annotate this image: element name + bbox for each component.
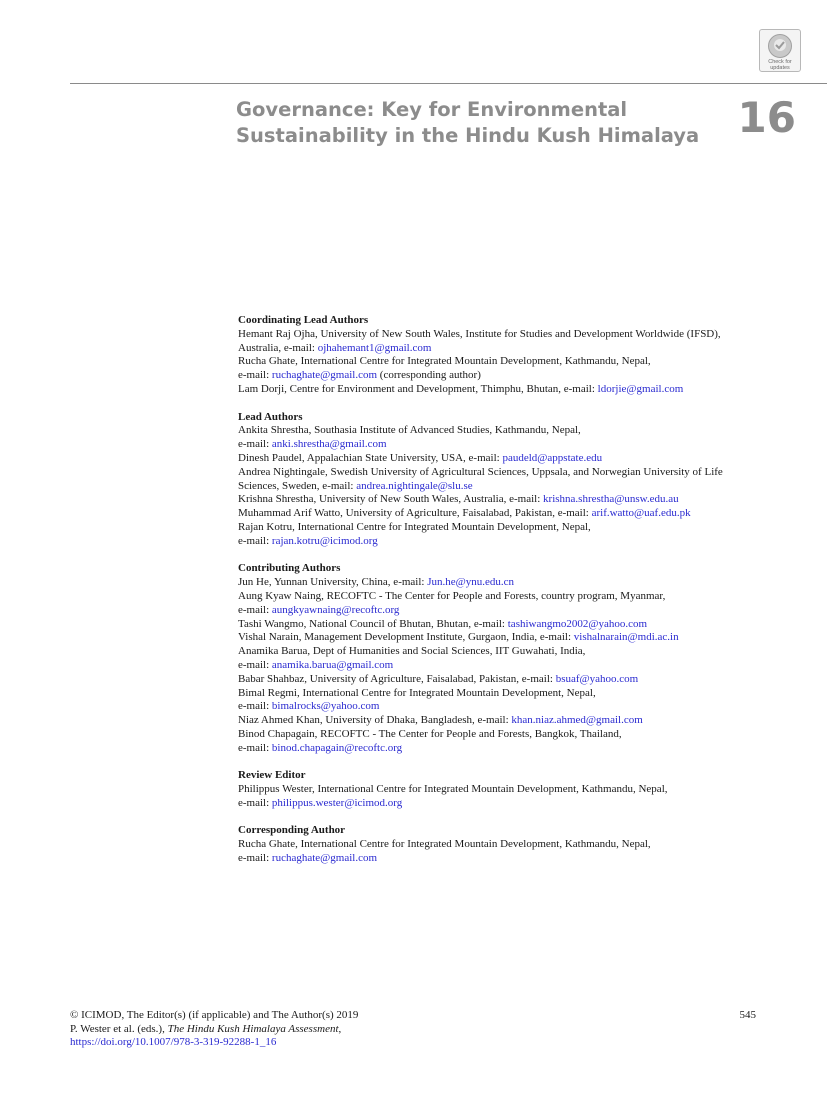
email-link[interactable]: paudeld@appstate.edu <box>502 451 603 464</box>
footer-doi-link[interactable]: https://doi.org/10.1007/978-3-319-92288-1_16 <box>70 1036 277 1049</box>
author-line <box>238 480 798 494</box>
email-link[interactable]: khan.niaz.ahmed@gmail.com <box>511 714 643 727</box>
author-text: Rucha Ghate, International Centre for Integrated Mountain Development, Kathmandu, Nepal, <box>238 355 651 368</box>
chapter-title-line1: Governance: Key for Environmental <box>236 98 628 121</box>
footer-citation <box>70 1023 770 1037</box>
author-line <box>238 728 798 742</box>
section-title: Review Editor <box>238 769 306 782</box>
author-line <box>238 466 798 480</box>
author-line <box>238 797 798 811</box>
email-link[interactable]: binod.chapagain@recoftc.org <box>271 741 403 754</box>
author-line <box>238 700 798 714</box>
author-line <box>238 535 798 549</box>
section-title: Coordinating Lead Authors <box>238 314 369 326</box>
check-for-updates-badge[interactable] <box>759 29 801 72</box>
author-section <box>238 824 798 865</box>
author-line <box>238 742 798 756</box>
email-link[interactable]: bimalrocks@yahoo.com <box>271 700 380 713</box>
author-text: e-mail: <box>238 796 272 809</box>
author-text: Anamika Barua, Dept of Humanities and Social Sciences, IIT Guwahati, India, <box>238 645 586 658</box>
author-text: e-mail: <box>238 369 272 382</box>
author-line <box>238 631 798 645</box>
email-link[interactable]: tashiwangmo2002@yahoo.com <box>507 617 648 630</box>
author-text: e-mail: <box>238 741 272 754</box>
email-link[interactable]: vishalnarain@mdi.ac.in <box>573 631 679 644</box>
author-line <box>238 645 798 659</box>
email-link[interactable]: anki.shrestha@gmail.com <box>271 438 387 451</box>
author-line <box>238 838 798 852</box>
email-link[interactable]: rajan.kotru@icimod.org <box>271 534 378 547</box>
citation-suffix: , <box>338 1022 342 1035</box>
author-text: Ankita Shrestha, Southasia Institute of Advanced Studies, Kathmandu, Nepal, <box>238 424 581 437</box>
author-text: Bimal Regmi, International Centre for Integrated Mountain Development, Nepal, <box>238 686 596 699</box>
author-line <box>238 687 798 701</box>
author-line <box>238 452 798 466</box>
author-text: Jun He, Yunnan University, China, e-mail: <box>238 576 428 589</box>
author-text: Tashi Wangmo, National Council of Bhutan, Bhutan, e-mail: <box>238 617 508 630</box>
author-section <box>238 769 798 810</box>
author-line <box>238 369 798 383</box>
author-text: Binod Chapagain, RECOFTC - The Center for People and Forests, Bangkok, Thailand, <box>238 727 622 740</box>
author-text: Rajan Kotru, International Centre for Integrated Mountain Development, Nepal, <box>238 520 591 533</box>
email-link[interactable]: anamika.barua@gmail.com <box>271 658 394 671</box>
author-section <box>238 411 798 549</box>
email-link[interactable]: philippus.wester@icimod.org <box>271 796 403 809</box>
email-link[interactable]: arif.watto@uaf.edu.pk <box>591 507 691 520</box>
author-text: Niaz Ahmed Khan, University of Dhaka, Bangladesh, e-mail: <box>238 714 512 727</box>
author-text: Sciences, Sweden, e-mail: <box>238 479 357 492</box>
section-title: Contributing Authors <box>238 562 341 575</box>
citation-prefix: P. Wester et al. (eds.), <box>70 1022 168 1035</box>
author-line <box>238 590 798 604</box>
author-text: Australia, e-mail: <box>238 341 318 354</box>
email-link[interactable]: ojhahemant1@gmail.com <box>317 341 432 354</box>
footer-copyright: © ICIMOD, The Editor(s) (if applicable) and The Author(s) 2019 <box>70 1009 359 1021</box>
email-link[interactable]: ruchaghate@gmail.com <box>271 852 378 865</box>
chapter-number: 16 <box>737 93 796 142</box>
author-line <box>238 659 798 673</box>
author-list <box>238 314 798 880</box>
author-line <box>238 576 798 590</box>
email-link[interactable]: krishna.shrestha@unsw.edu.au <box>543 493 679 506</box>
author-text: (corresponding author) <box>377 369 481 382</box>
author-text: Andrea Nightingale, Swedish University of Agricultural Sciences, Uppsala, and Norwegian University of Life <box>238 465 723 478</box>
author-text: e-mail: <box>238 852 272 865</box>
check-for-updates-icon <box>767 33 793 59</box>
author-line <box>238 521 798 535</box>
email-link[interactable]: ldorjie@gmail.com <box>597 382 684 395</box>
author-section <box>238 562 798 755</box>
author-line <box>238 618 798 632</box>
author-line <box>238 438 798 452</box>
author-line <box>238 355 798 369</box>
section-title: Corresponding Author <box>238 824 346 837</box>
author-line <box>238 493 798 507</box>
email-link[interactable]: ruchaghate@gmail.com <box>271 369 378 382</box>
footer <box>70 1009 770 1050</box>
author-line <box>238 424 798 438</box>
author-text: e-mail: <box>238 658 272 671</box>
email-link[interactable]: andrea.nightingale@slu.se <box>356 479 473 492</box>
author-line <box>238 852 798 866</box>
author-text: e-mail: <box>238 700 272 713</box>
author-line <box>238 383 798 397</box>
email-link[interactable]: bsuaf@yahoo.com <box>555 672 639 685</box>
author-section <box>238 314 798 397</box>
page-number: 545 <box>739 1009 756 1021</box>
chapter-title <box>236 97 716 149</box>
author-text: Philippus Wester, International Centre for Integrated Mountain Development, Kathmandu, Nepal, <box>238 783 668 796</box>
author-text: Rucha Ghate, International Centre for Integrated Mountain Development, Kathmandu, Nepal, <box>238 838 651 851</box>
author-text: Aung Kyaw Naing, RECOFTC - The Center for People and Forests, country program, Myanmar, <box>238 589 666 602</box>
email-link[interactable]: aungkyawnaing@recoftc.org <box>271 603 400 616</box>
chapter-title-line2: Sustainability in the Hindu Kush Himalaya <box>236 124 700 147</box>
author-text: Dinesh Paudel, Appalachian State University, USA, e-mail: <box>238 451 503 464</box>
author-text: e-mail: <box>238 534 272 547</box>
citation-book-title: The Hindu Kush Himalaya Assessment <box>167 1022 339 1035</box>
author-text: Hemant Raj Ojha, University of New South Wales, Institute for Studies and Development Worldwide (IFSD), <box>238 327 721 340</box>
author-line <box>238 673 798 687</box>
author-text: Muhammad Arif Watto, University of Agriculture, Faisalabad, Pakistan, e-mail: <box>238 507 592 520</box>
author-text: Vishal Narain, Management Development Institute, Gurgaon, India, e-mail: <box>238 631 574 644</box>
author-line <box>238 328 798 342</box>
author-text: e-mail: <box>238 603 272 616</box>
author-line <box>238 342 798 356</box>
author-line <box>238 714 798 728</box>
author-text: Babar Shahbaz, University of Agriculture, Faisalabad, Pakistan, e-mail: <box>238 672 556 685</box>
header-rule <box>70 83 827 84</box>
author-text: Krishna Shrestha, University of New South Wales, Australia, e-mail: <box>238 493 544 506</box>
author-line <box>238 507 798 521</box>
author-text: e-mail: <box>238 438 272 451</box>
section-title: Lead Authors <box>238 410 303 423</box>
author-line <box>238 604 798 618</box>
badge-text-line1: Check for <box>768 59 792 65</box>
author-text: Lam Dorji, Centre for Environment and Development, Thimphu, Bhutan, e-mail: <box>238 382 598 395</box>
badge-text-line2: updates <box>770 65 790 71</box>
email-link[interactable]: Jun.he@ynu.edu.cn <box>427 576 515 589</box>
author-line <box>238 783 798 797</box>
